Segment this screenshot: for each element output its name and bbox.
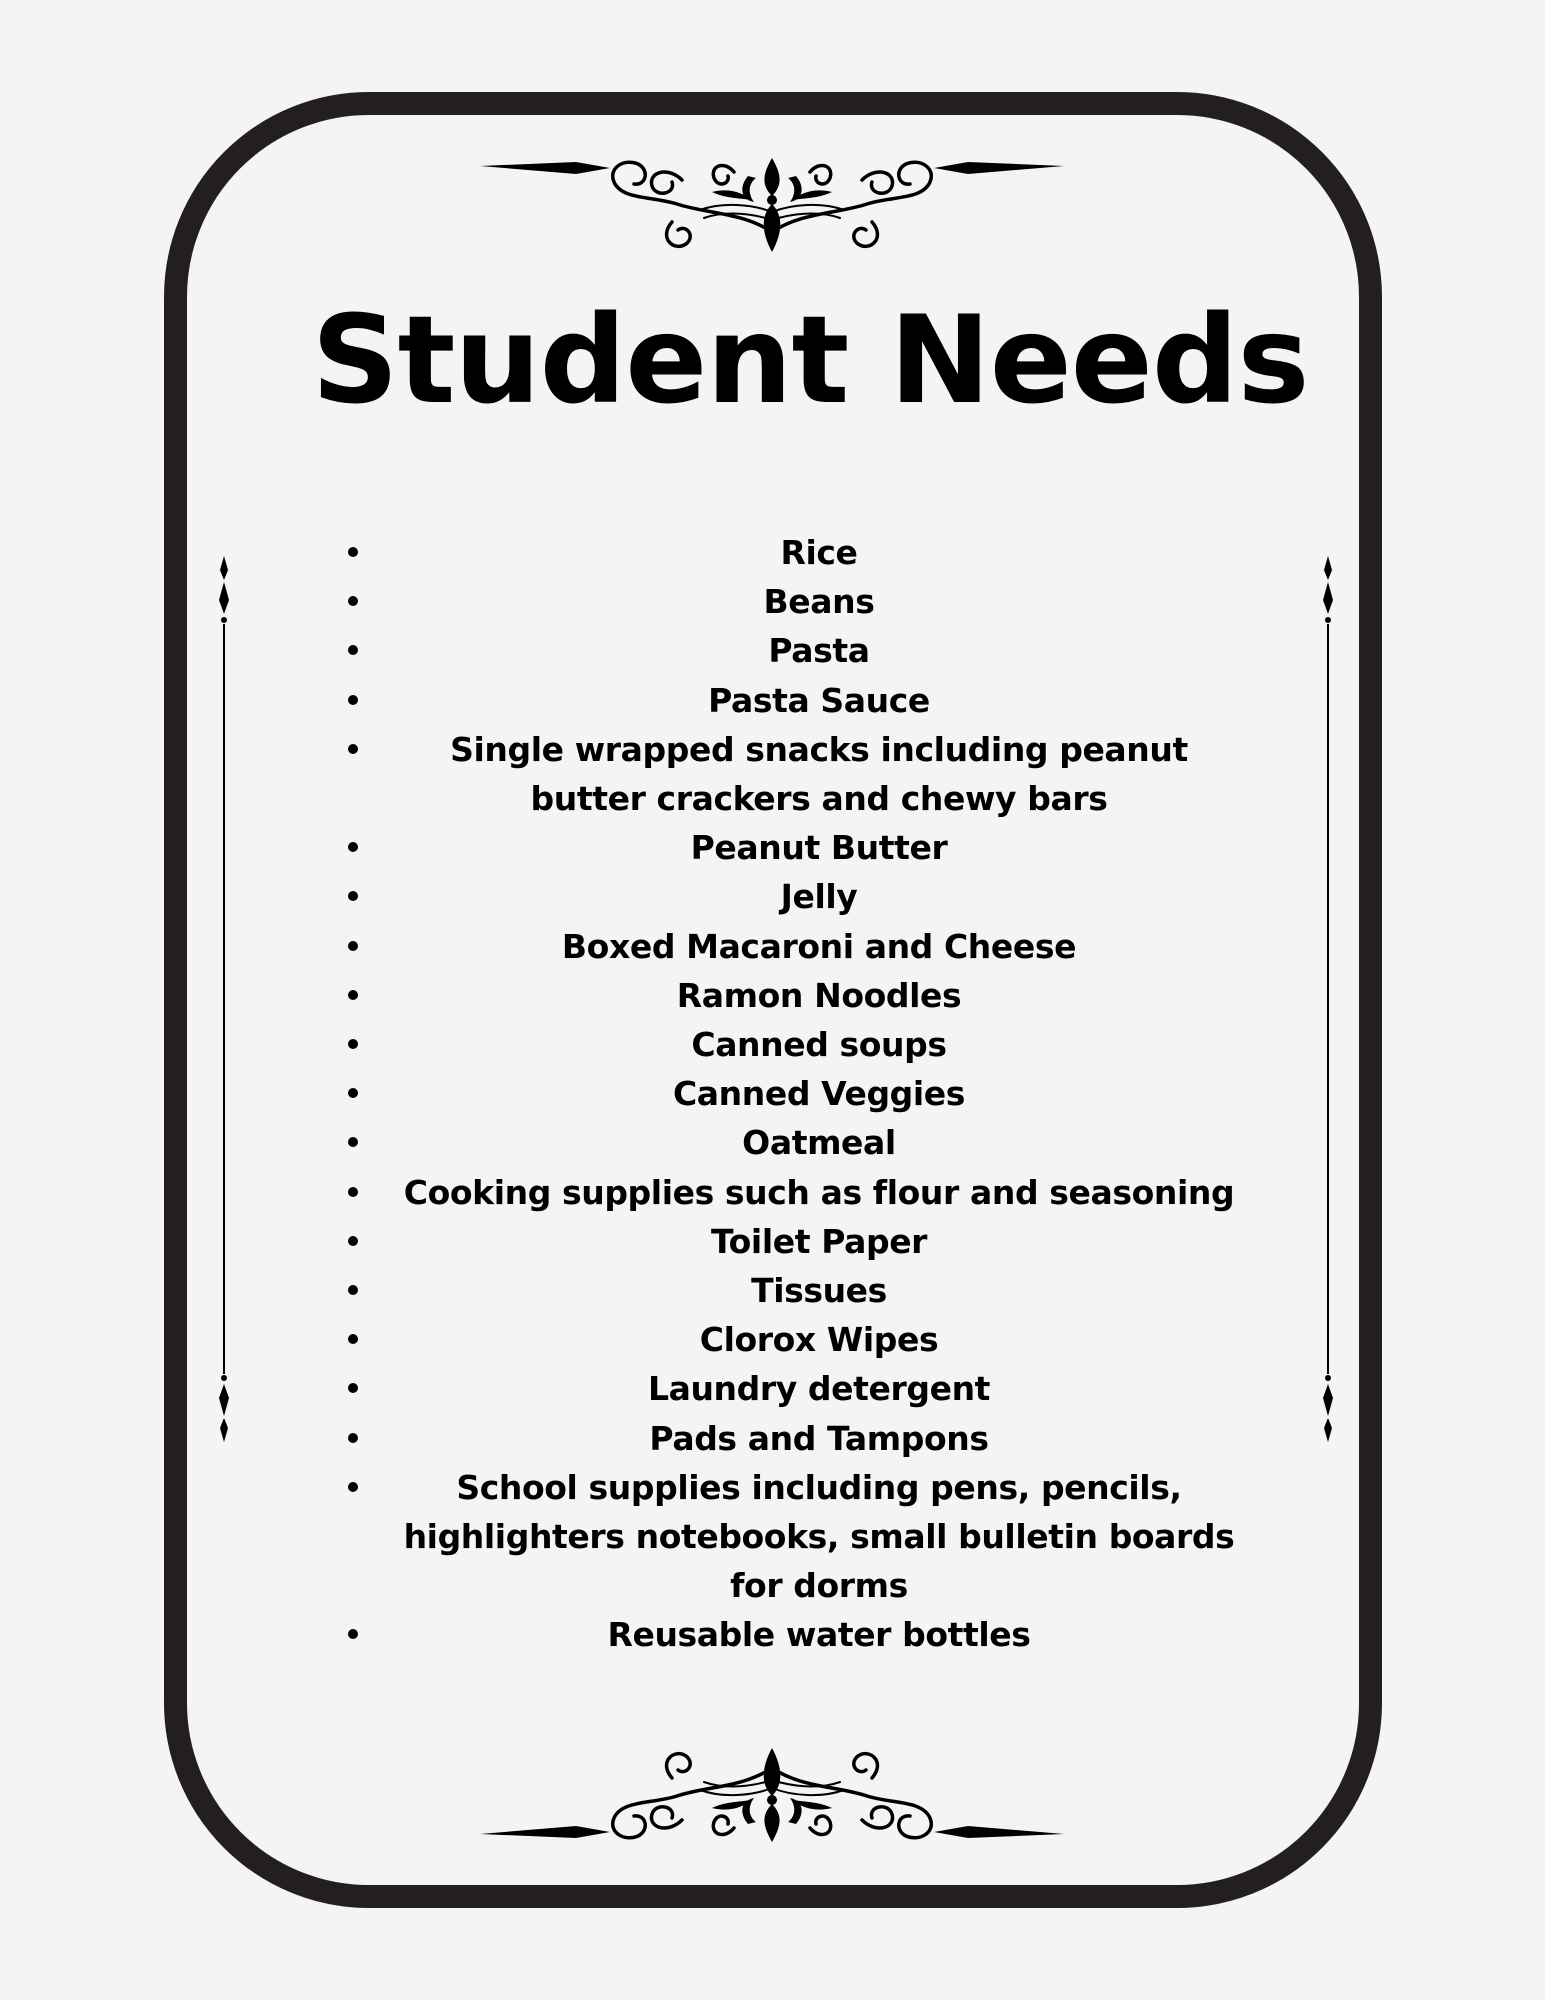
vertical-rule-icon [214, 556, 234, 1442]
page-title: Student Needs [311, 290, 1309, 431]
list-item: Jelly [398, 872, 1240, 921]
vertical-rule-icon [1318, 556, 1338, 1442]
list-item: School supplies including pens, pencils, highlighters notebooks, small bulletin boards for dorms [398, 1463, 1240, 1611]
list-item: Clorox Wipes [398, 1315, 1240, 1364]
list-item: Peanut Butter [398, 823, 1240, 872]
list-item: Rice [398, 528, 1240, 577]
needs-list [398, 528, 1240, 1660]
list-item: Toilet Paper [398, 1217, 1240, 1266]
list-item: Canned soups [398, 1020, 1240, 1069]
flourish-divider-icon [472, 152, 1072, 262]
list-item: Pads and Tampons [398, 1414, 1240, 1463]
list-item: Laundry detergent [398, 1364, 1240, 1413]
list-item: Reusable water bottles [398, 1610, 1240, 1659]
list-item: Single wrapped snacks including peanut butter crackers and chewy bars [398, 725, 1240, 823]
list-item: Beans [398, 577, 1240, 626]
list-item: Boxed Macaroni and Cheese [398, 922, 1240, 971]
list-item: Cooking supplies such as flour and seasoning [398, 1168, 1240, 1217]
list-item: Pasta [398, 626, 1240, 675]
flourish-divider-icon [472, 1738, 1072, 1848]
list-item: Oatmeal [398, 1118, 1240, 1167]
list-item: Pasta Sauce [398, 676, 1240, 725]
list-item: Canned Veggies [398, 1069, 1240, 1118]
list-item: Ramon Noodles [398, 971, 1240, 1020]
list-item: Tissues [398, 1266, 1240, 1315]
